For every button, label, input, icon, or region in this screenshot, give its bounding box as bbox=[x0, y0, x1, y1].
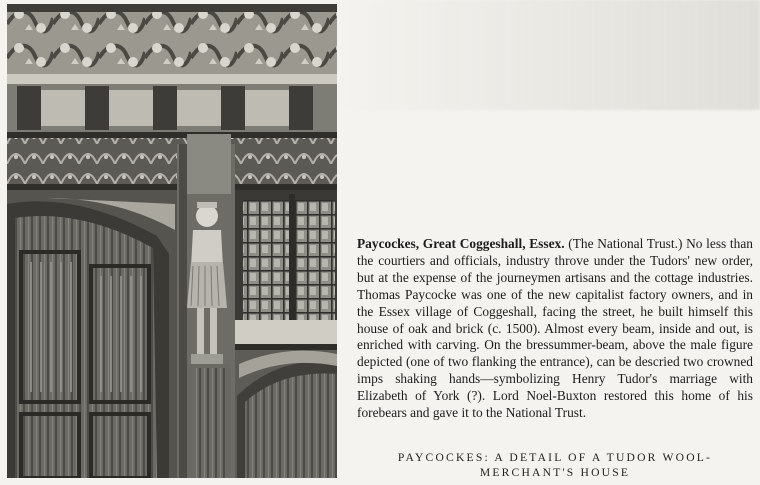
house-photograph bbox=[7, 4, 337, 478]
photo-caption bbox=[357, 236, 753, 422]
caption-lead: Paycockes, Great Coggeshall, Essex. bbox=[357, 236, 565, 251]
caption-body: (The National Trust.) No less than the courtiers and officials, industry throve under the Tudors' new order, but at the expense of the journeymen artisans and the cottage industries. Thomas Paycocke was one of the new capitalist factory owners, and in the Essex village of Coggeshall, facing the street, he built himself this house of oak and brick (c. 1500). Almost every beam, inside and out, is enriched with carving. On the bressummer-beam, above the male figure depicted (one of two flanking the entrance), can be descried two crowned imps shaking hands—symbolizing Henry Tudor's marriage with Elizabeth of York (?). Lord Noel-Buxton restored this home of his forebears and gave it to the National Trust. bbox=[357, 236, 753, 421]
photograph-drawing bbox=[7, 4, 337, 478]
plate-title-line-2: MERCHANT'S HOUSE bbox=[479, 465, 631, 479]
plate-title bbox=[357, 451, 753, 480]
facing-page-bleed bbox=[338, 0, 760, 110]
plate-title-line-1: PAYCOCKES: A DETAIL OF A TUDOR WOOL- bbox=[397, 451, 713, 464]
